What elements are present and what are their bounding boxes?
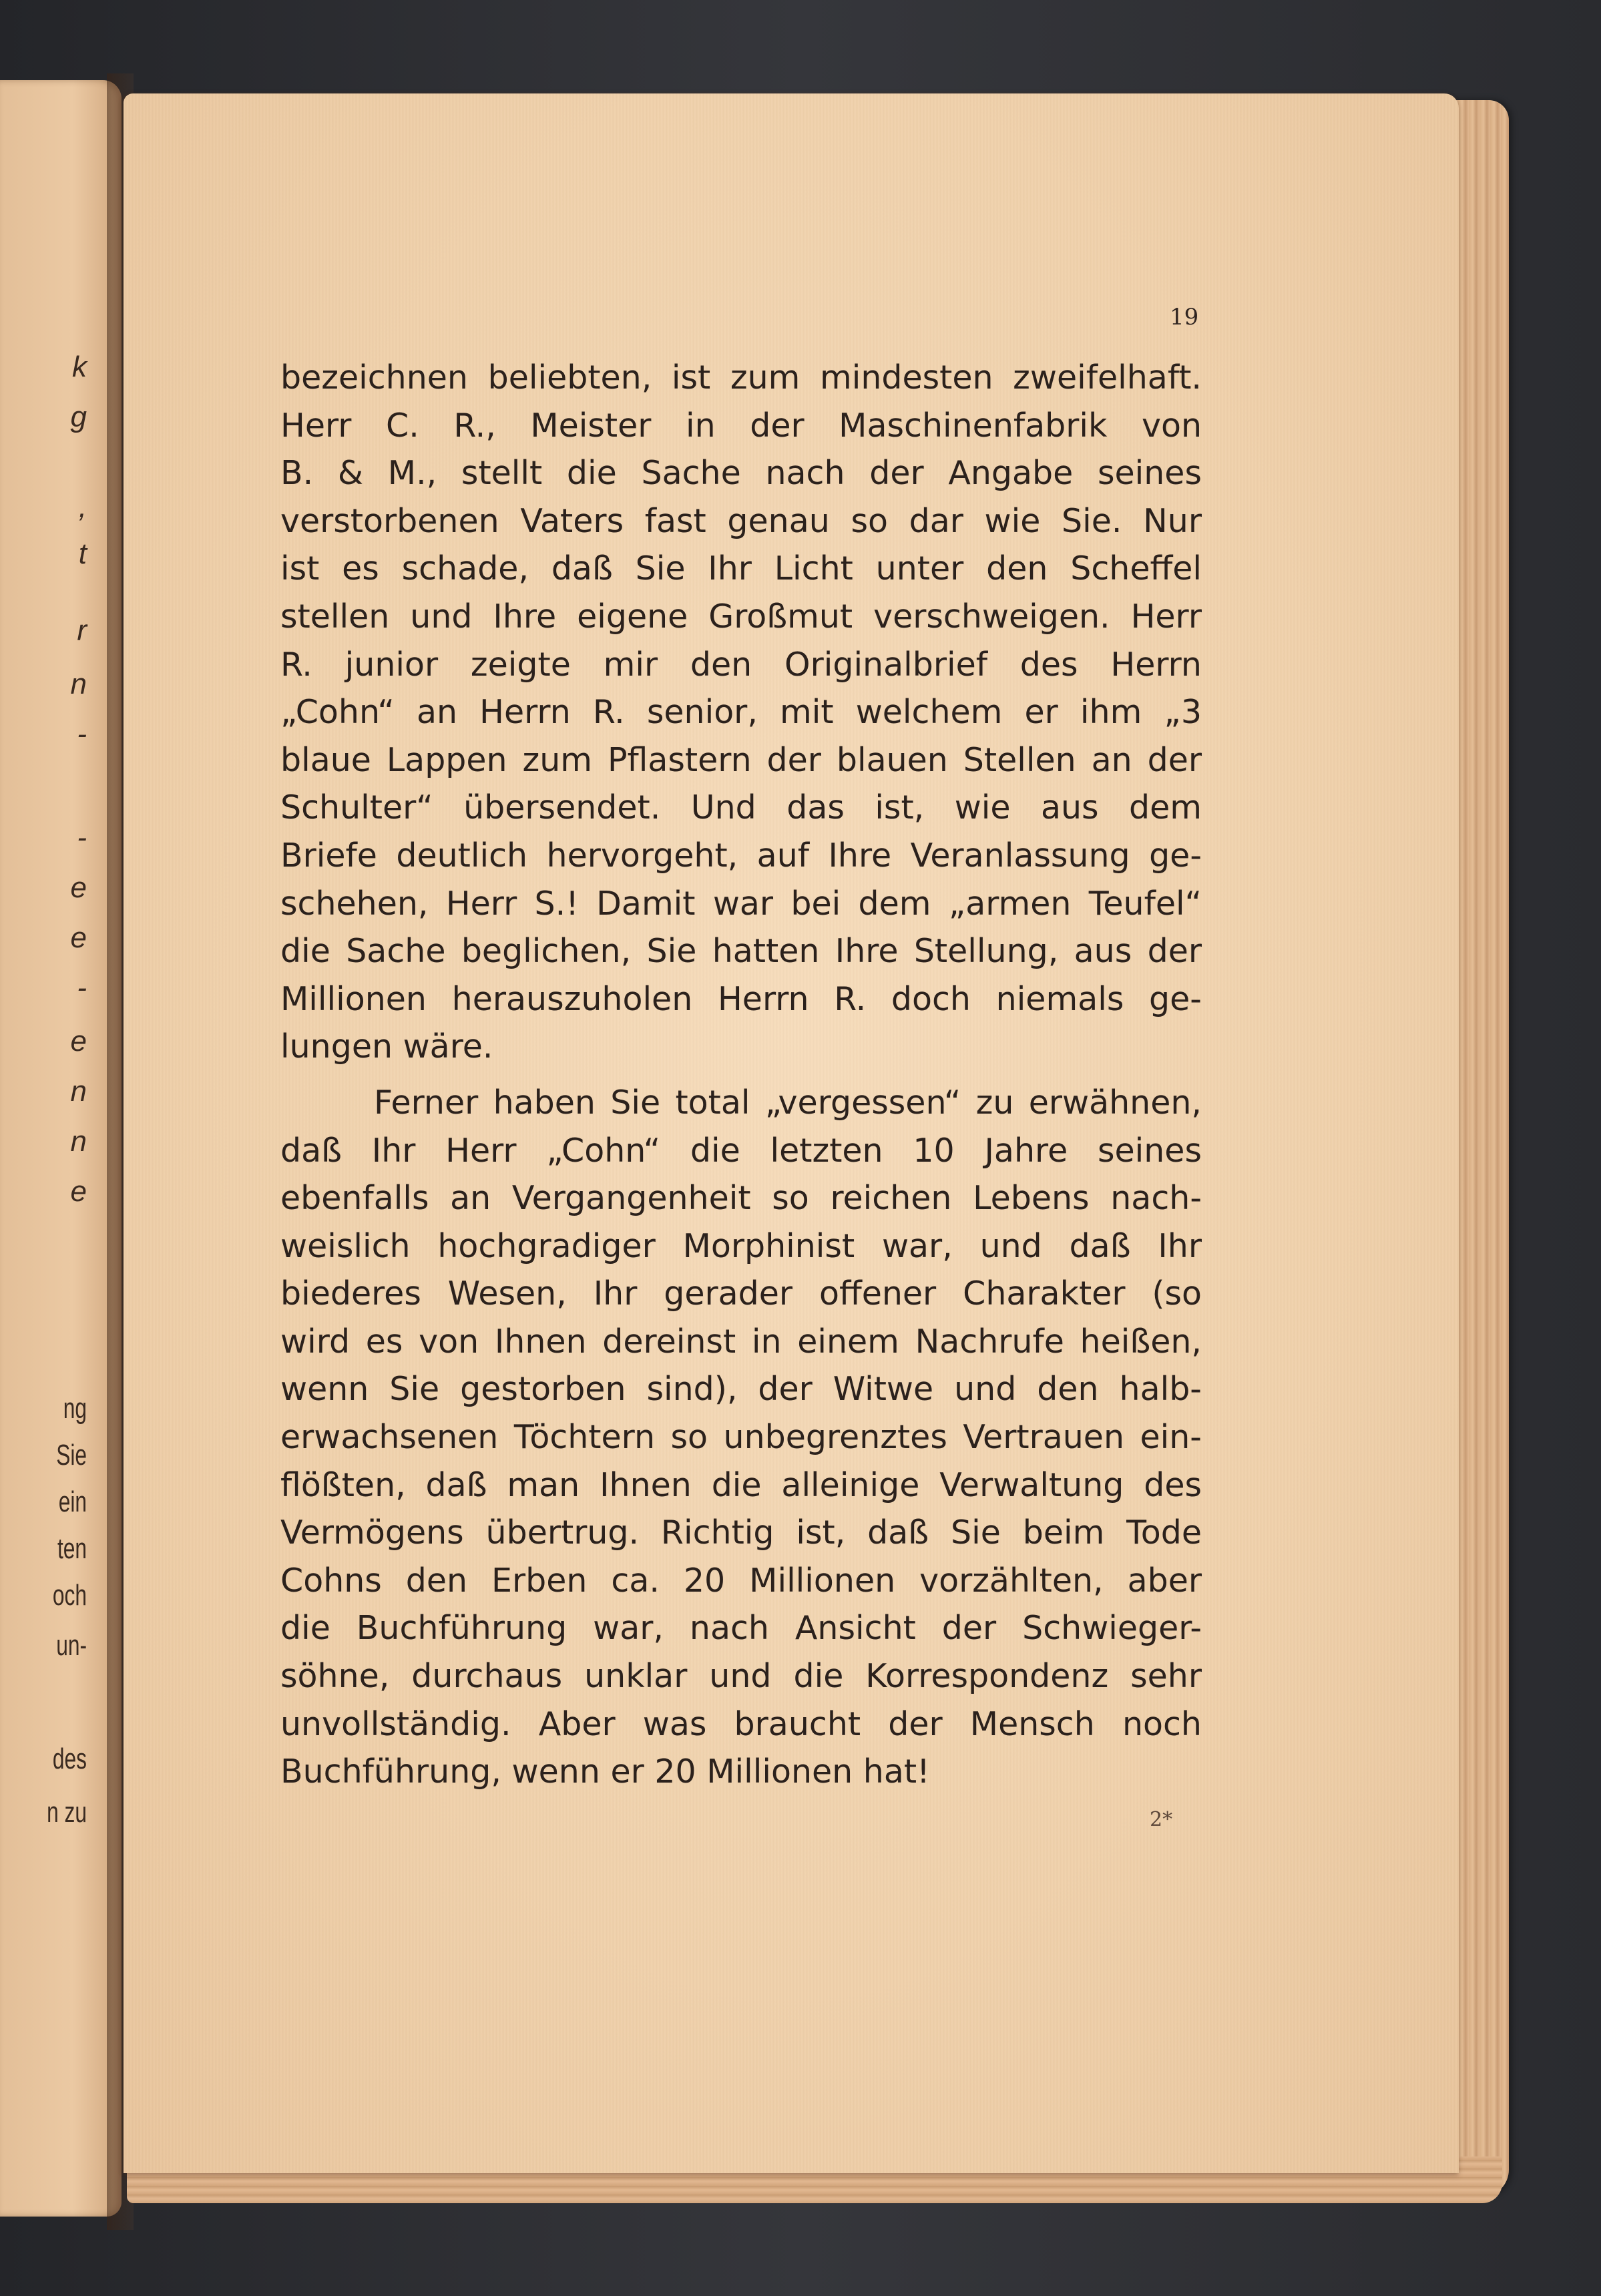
text-line: die Buchführung war, nach Ansicht der Schwieger- [280, 1609, 1202, 1648]
prev-page-fragment: r [77, 614, 87, 647]
text-line: schehen, Herr S.! Damit war bei dem „armen Teufel“ [280, 884, 1202, 923]
prev-page-fragment: k [72, 351, 87, 383]
text-line: ist es schade, daß Sie Ihr Licht unter den Scheffel [280, 549, 1202, 588]
prev-page-fragment: t [78, 537, 87, 570]
text-line: unvollständig. Aber was braucht der Mensch noch [280, 1704, 1202, 1743]
prev-page-fragment: - [77, 718, 87, 750]
text-line: blaue Lappen zum Pflastern der blauen Stellen an der [280, 740, 1202, 779]
text-line: Herr C. R., Meister in der Maschinenfabrik von [280, 406, 1202, 445]
page-number: 19 [1170, 304, 1199, 330]
text-line: B. & M., stellt die Sache nach der Angabe seines [280, 454, 1202, 493]
prev-page-fragment: e [70, 871, 87, 904]
text-line: Millionen herauszuholen Herrn R. doch niemals ge- [280, 979, 1202, 1018]
text-line: flößten, daß man Ihnen die alleinige Verwaltung des [280, 1465, 1202, 1504]
text-line: Schulter“ übersendet. Und das ist, wie aus dem [280, 788, 1202, 827]
prev-page-fragment: - [77, 821, 87, 854]
body-text [280, 354, 1202, 1796]
text-line: Ferner haben Sie total „vergessen“ zu erwähnen, [374, 1083, 1202, 1122]
prev-page-fragment: n [70, 1075, 87, 1108]
prev-page-fragment: g [70, 401, 87, 433]
text-line: erwachsenen Töchtern so unbegrenztes Vertrauen ein- [280, 1418, 1202, 1457]
text-line: wenn Sie gestorben sind), der Witwe und den halb- [280, 1370, 1202, 1409]
prev-page-fragment: n [70, 668, 87, 700]
prev-page-fragment: e [70, 1025, 87, 1058]
prev-page-fragment: e [70, 921, 87, 954]
prev-page-fragment: och [52, 1579, 87, 1612]
text-line: daß Ihr Herr „Cohn“ die letzten 10 Jahre seines [280, 1131, 1202, 1170]
text-line: weislich hochgradiger Morphinist war, und daß Ihr [280, 1226, 1202, 1265]
text-line: stellen und Ihre eigene Großmut verschweigen. Herr [280, 597, 1202, 636]
text-line: verstorbenen Vaters fast genau so dar wie Sie. Nur [280, 501, 1202, 540]
prev-page-fragment: - [77, 971, 87, 1004]
text-line: biederes Wesen, Ihr gerader offener Charakter (so [280, 1275, 1202, 1313]
signature-mark: 2* [1150, 1808, 1173, 1831]
text-line: söhne, durchaus unklar und die Korrespondenz sehr [280, 1657, 1202, 1696]
prev-page-fragment: un- [56, 1629, 87, 1662]
prev-page-fragment: e [70, 1175, 87, 1208]
text-line: ebenfalls an Vergangenheit so reichen Lebens nach- [280, 1179, 1202, 1218]
prev-page-fragment: ein [58, 1485, 87, 1518]
text-line: Briefe deutlich hervorgeht, auf Ihre Veranlassung ge- [280, 836, 1202, 875]
prev-page-fragment: n zu [47, 1796, 87, 1829]
text-line: Vermögens übertrug. Richtig ist, daß Sie beim Tode [280, 1514, 1202, 1552]
prev-page-fragment: n [70, 1125, 87, 1158]
text-line: bezeichnen beliebten, ist zum mindesten zweifelhaft. [280, 359, 1202, 397]
text-line: R. junior zeigte mir den Originalbrief des Herrn [280, 645, 1202, 684]
prev-page-fragment: Sie [56, 1439, 87, 1471]
prev-page-fragment: , [78, 491, 87, 523]
text-line: Cohns den Erben ca. 20 Millionen vorzählten, aber [280, 1561, 1202, 1600]
text-line: lungen wäre. [280, 1027, 493, 1066]
prev-page-fragment: ten [57, 1532, 87, 1565]
prev-page-fragment: des [52, 1743, 87, 1775]
text-line: „Cohn“ an Herrn R. senior, mit welchem er ihm „3 [280, 693, 1202, 732]
text-line: die Sache beglichen, Sie hatten Ihre Stellung, aus der [280, 932, 1202, 971]
text-line: Buchführung, wenn er 20 Millionen hat! [280, 1753, 930, 1791]
previous-page [0, 80, 122, 2217]
prev-page-fragment: ng [63, 1392, 87, 1425]
paragraph-gap [280, 1071, 1202, 1079]
text-line: wird es von Ihnen dereinst in einem Nachrufe heißen, [280, 1322, 1202, 1361]
